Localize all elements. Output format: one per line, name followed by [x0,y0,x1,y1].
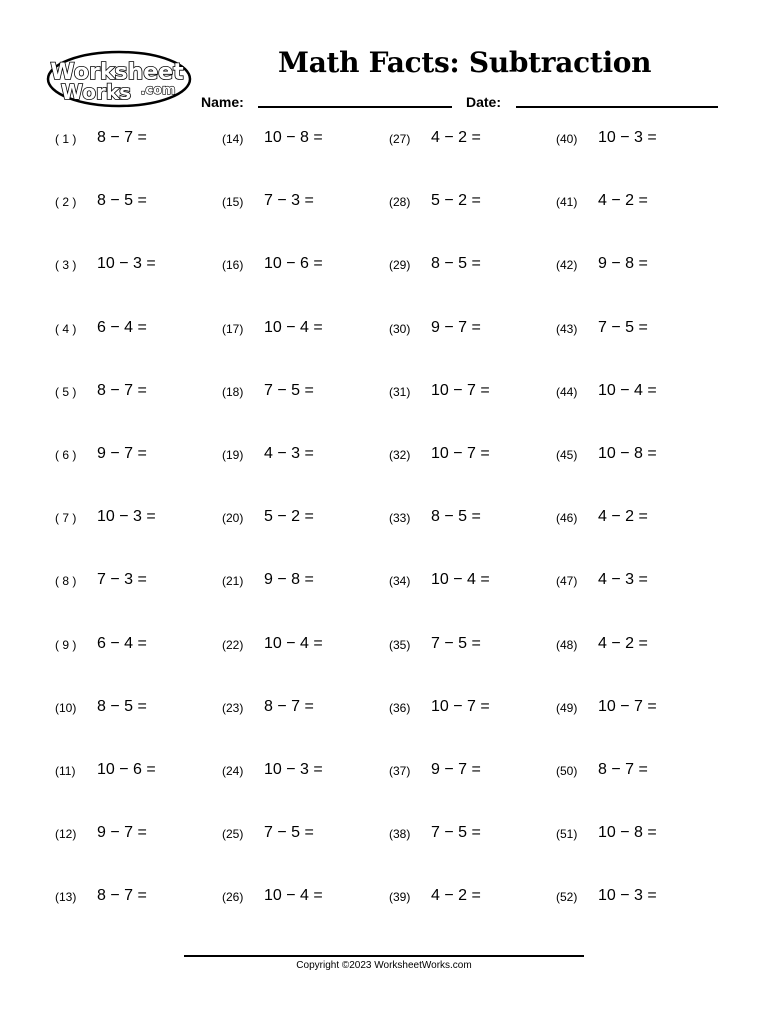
problem-number: (34) [389,574,411,589]
problem-number: (12) [55,827,77,842]
problem-expression: 7 − 3 = [97,571,147,589]
problem-expression: 5 − 2 = [264,508,314,526]
problem-number: (47) [556,574,578,589]
problem-expression: 4 − 2 = [431,129,481,146]
problem-expression: 8 − 7 = [598,761,648,778]
problem-number: (46) [556,511,578,526]
problem-number: ( 7 ) [55,511,77,526]
footer-divider [184,955,584,957]
problem-expression: 8 − 5 = [431,508,481,526]
problem-number: (13) [55,890,77,905]
problem-expression: 9 − 7 = [431,318,481,336]
problem-number: (27) [389,132,411,146]
date-label: Date: [466,94,502,110]
problem-number: (48) [556,637,578,652]
problem-expression: 8 − 5 = [97,697,147,715]
problem-number: (11) [55,764,76,778]
problem-number: (28) [389,195,411,210]
problem-number: (35) [389,637,411,652]
page-title: Math Facts: Subtraction [278,46,652,79]
problem-number: (30) [389,321,411,336]
problem-expression: 9 − 8 = [598,255,648,273]
problem-expression: 10 − 3 = [264,761,323,778]
problem-expression: 10 − 8 = [598,445,657,462]
problem-number: (21) [222,574,244,589]
problem-number: (20) [222,511,244,526]
logo-line2: Works [60,80,132,104]
problem-expression: 6 − 4 = [97,318,147,336]
problem-expression: 4 − 3 = [598,571,648,589]
problem-expression: 10 − 4 = [264,634,323,652]
problem-expression: 10 − 8 = [264,129,323,146]
problem-expression: 8 − 5 = [97,192,147,210]
copyright-text: Copyright ©2023 WorksheetWorks.com [296,960,472,971]
problem-expression: 8 − 5 = [431,255,481,273]
problem-number: (45) [556,448,578,462]
name-field[interactable] [258,106,452,108]
problem-expression: 10 − 3 = [598,129,657,146]
problem-number: (33) [389,511,411,526]
problem-number: (36) [389,700,411,715]
problem-expression: 10 − 4 = [431,571,490,589]
problem-number: (18) [222,384,244,399]
problem-number: (42) [556,258,578,273]
problem-number: ( 9 ) [55,637,77,652]
problem-number: (15) [222,195,244,210]
problem-expression: 7 − 5 = [431,824,481,842]
problem-number: ( 1 ) [55,132,77,146]
problem-number: (51) [556,827,578,842]
problem-expression: 10 − 7 = [598,697,657,715]
problem-number: (16) [222,258,244,273]
problem-expression: 9 − 7 = [97,445,147,462]
problem-expression: 9 − 8 = [264,571,314,589]
worksheetworks-logo [46,50,192,108]
problem-expression: 4 − 2 = [431,887,481,905]
problem-number: (39) [389,890,411,905]
problem-number: (43) [556,321,578,336]
problem-expression: 8 − 7 = [264,697,314,715]
problem-number: (38) [389,827,411,842]
logo-line1: Worksheet [50,60,184,85]
problem-expression: 7 − 5 = [598,318,648,336]
problem-expression: 5 − 2 = [431,192,481,210]
date-field[interactable] [516,106,718,108]
problem-expression: 10 − 4 = [264,318,323,336]
problem-number: (37) [389,764,411,778]
problem-expression: 9 − 7 = [431,761,481,778]
logo-suffix: .com [140,83,176,98]
problem-expression: 7 − 5 = [264,824,314,842]
problem-expression: 8 − 7 = [97,129,147,146]
problem-number: ( 4 ) [55,321,77,336]
problem-expression: 10 − 4 = [598,381,657,399]
problem-number: (50) [556,764,578,778]
problem-number: ( 5 ) [55,384,77,399]
problem-number: (25) [222,827,244,842]
problem-expression: 7 − 5 = [264,381,314,399]
problem-number: (17) [222,321,244,336]
problem-expression: 10 − 3 = [598,887,657,905]
problem-number: (14) [222,132,244,146]
problem-number: (41) [556,195,578,210]
problem-expression: 10 − 7 = [431,697,490,715]
problem-number: (44) [556,384,578,399]
problem-number: (23) [222,700,244,715]
problem-expression: 10 − 3 = [97,508,156,526]
problem-number: ( 8 ) [55,574,77,589]
problem-expression: 10 − 4 = [264,887,323,905]
problem-number: ( 6 ) [55,448,77,462]
problem-expression: 10 − 7 = [431,381,490,399]
problem-expression: 8 − 7 = [97,887,147,905]
problem-number: (29) [389,258,411,273]
problem-number: ( 3 ) [55,258,77,273]
problem-expression: 9 − 7 = [97,824,147,842]
problem-expression: 4 − 3 = [264,445,314,462]
problem-number: (22) [222,637,244,652]
problem-number: (31) [389,384,411,399]
problem-number: (49) [556,700,578,715]
problem-expression: 10 − 6 = [264,255,323,273]
problem-expression: 6 − 4 = [97,634,147,652]
problem-number: (24) [222,764,244,778]
problem-expression: 8 − 7 = [97,381,147,399]
problem-number: (52) [556,890,578,905]
problem-number: (40) [556,132,578,146]
problem-expression: 10 − 6 = [97,761,156,778]
problem-number: (19) [222,448,244,462]
problem-expression: 10 − 8 = [598,824,657,842]
problem-expression: 4 − 2 = [598,634,648,652]
name-label: Name: [201,94,244,110]
problem-number: (10) [55,700,77,715]
problem-number: (26) [222,890,244,905]
problem-expression: 10 − 3 = [97,255,156,273]
problem-expression: 4 − 2 = [598,508,648,526]
problem-number: ( 2 ) [55,195,77,210]
problem-number: (32) [389,448,411,462]
problem-expression: 7 − 3 = [264,192,314,210]
problem-expression: 4 − 2 = [598,192,648,210]
problem-expression: 10 − 7 = [431,445,490,462]
problem-expression: 7 − 5 = [431,634,481,652]
